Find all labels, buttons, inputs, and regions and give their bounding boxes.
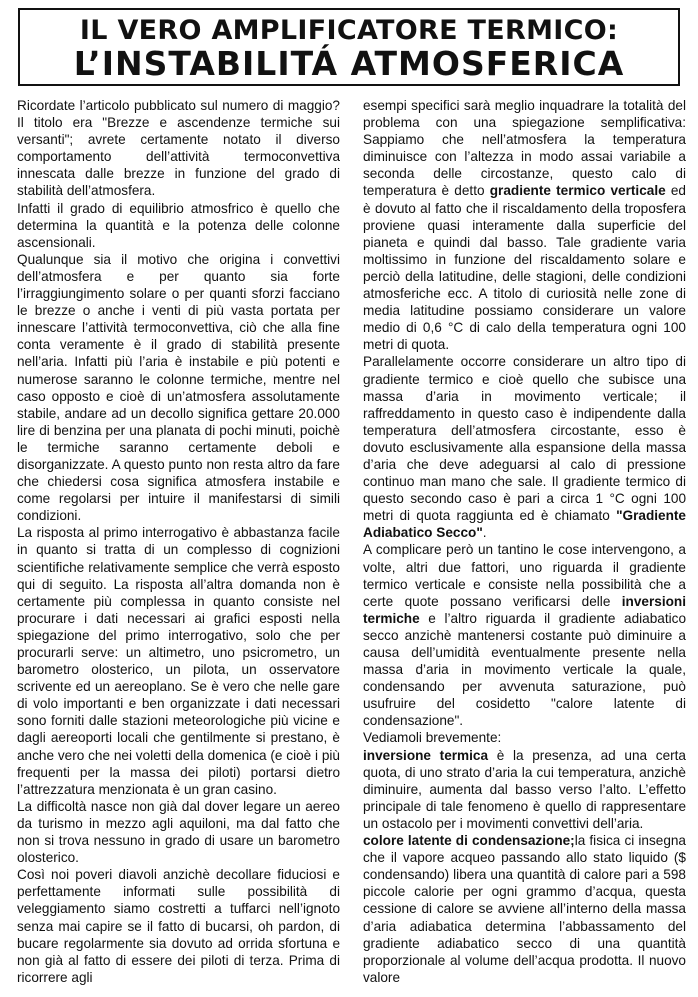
paragraph bbox=[363, 353, 686, 541]
text-run: . bbox=[482, 525, 487, 541]
text-run: A complicare però un tantino le cose intervengono, a volte, altri due fattori, uno riguarda il gradiente termico verticale e consiste nella possibilità che a certe quote possano verificarsi delle bbox=[363, 542, 686, 609]
left-text-column bbox=[17, 97, 340, 992]
bold-term: gradiente termico verticale bbox=[489, 183, 666, 199]
text-run: Parallelamente occorre considerare un altro tipo di gradiente termico e cioè quello che subisce una massa d’aria in movimento verticale; il raffreddamento in questo caso è indipendente dalla temperatura dell’atmosfera circostante, esso è dovuto esclusivamente alla espansione della massa d’aria che deve adeguarsi al calo di pressione continuo man mano che sale. Il gradiente termico di questo secondo caso è pari a circa 1 °C ogni 100 metri di quota raggiunta ed è chiamato bbox=[363, 354, 686, 524]
text-run: e l’altro riguarda il gradiente adiabatico secco anzichè mantenersi costante può diminuire a causa dell’umidità eventualmente presente nella massa d’aria in movimento verticale la quale, condensando per avvenuta saturazione, può usufruire del cosidetto "calore latente di condensazione". bbox=[363, 610, 686, 729]
bold-term: inversione termica bbox=[363, 747, 489, 763]
right-text-column bbox=[363, 97, 686, 992]
paragraph bbox=[363, 832, 686, 986]
paragraph: La difficoltà nasce non già dal dover legare un aereo da turismo in mezzo agli aquiloni, ma dal fatto che non si trova nessuno in grado di usare un barometro olosterico. bbox=[17, 798, 340, 866]
paragraph: Così noi poveri diavoli anzichè decollare fiduciosi e perfettamente informati sulle possibilità di veleggiamento siamo costretti a tuffarci nell’ignoto senza mai capire se il fatto di bucarsi, oh pardon, di bucare regolarmente sia dovuto ad orrida sfortuna e non già al fatto di essere dei piloti di terza. Prima di ricorrere agli bbox=[17, 867, 340, 985]
paragraph bbox=[363, 541, 686, 729]
paragraph bbox=[363, 97, 686, 353]
article-title-line-2: L’INSTABILITÁ ATMOSFERICA bbox=[73, 44, 625, 83]
text-run: ed è dovuto al fatto che il riscaldamento della troposfera proviene quasi interamente dalla superficie del pianeta e quindi dal basso. Tale gradiente varia moltissimo in funzione del riscaldamento solare e perciò della latitudine, delle stagioni, delle condizioni atmosferiche ecc. A titolo di curiosità nelle zone di media latitudine possiamo considerare un valore medio di 0,6 °C di calo della temperatura ogni 100 metri di quota. bbox=[363, 183, 686, 353]
paragraph: Qualunque sia il motivo che origina i convettivi dell’atmosfera e per quanto sia forte l’irraggiungimento solare o per quanti sforzi facciano le brezze o anche i venti di più vasta portata per innescare l’attività termoconvettiva, ciò che alla fine conta veramente è il grado di stabilità presente nell’aria. Infatti più l’aria è instabile e più potenti e numerose saranno le colonne termiche, mentre nel caso opposto e cioè di un’atmosfera assolutamente stabile, andare ad un decollo significa gettare 20.000 lire di benzina per una planata di pochi minuti, poichè le termiche saranno certamente deboli e disorganizzate. A questo punto non resta altro da fare che chiedersi cosa significa atmosfera instabile e come regolarsi per intuire il manifestarsi di simili condizioni. bbox=[17, 251, 340, 524]
bold-term: "Gradiente Adiabatico Secco" bbox=[363, 508, 686, 541]
bold-term: colore latente di condensazione; bbox=[363, 833, 575, 849]
article-title-line-1: IL VERO AMPLIFICATORE TERMICO: bbox=[79, 15, 619, 46]
text-run: la fisica ci insegna che il vapore acqueo passando allo stato liquido ($ condensando) libera una quantità di calore pari a 598 piccole calorie per ogni grammo d’acqua, questa cessione di calore se avviene all’interno della massa d’aria adiabatica determina l’abbassamento del gradiente adiabatico secco di una quantità proporzionale al volume dell’acqua prodotta. Il nuovo valore bbox=[363, 833, 686, 985]
article-title-box bbox=[18, 8, 680, 86]
paragraph bbox=[363, 747, 686, 832]
paragraph: La risposta al primo interrogativo è abbastanza facile in quanto si tratta di un complesso di cognizioni scientifiche relativamente semplice che verrà esposto qui di seguito. La risposta all’altra domanda non è certamente più complessa in quanto consiste nel procurare i dati necessari ai grafici esposti nella spiegazione del primo interrogativo, solo che per procurarli serve: un altimetro, uno psicrometro, un barometro olosterico, un pilota, un osservatore scrivente ed un aereoplano. Se è vero che nelle gare di volo importanti e ben organizzate i dati necessari sono forniti dalle stazioni meteorologiche più vicine e dagli aereoporti locali che gentilmente si prestano, è anche vero che nei voletti della domenica (e cioè i più frequenti per la massa dei piloti) portarsi dietro l’attrezzatura menzionata è un gran casino. bbox=[17, 525, 340, 797]
text-run: è la presenza, ad una certa quota, di uno strato d’aria la cui temperatura, anzichè diminuire, aumenta dal basso verso l’alto. L’effetto principale di tale fenomeno è quello di rappresentare un ostacolo per i movimenti convettivi dell’aria. bbox=[363, 747, 686, 831]
paragraph: Ricordate l’articolo pubblicato sul numero di maggio? Il titolo era "Brezze e ascendenze termiche sui versanti"; avrete certamente notato il diverso comportamento dell’attività termoconvettiva innescata dalle brezze in funzione del grado di stabilità dell’atmosfera. bbox=[17, 98, 340, 199]
paragraph: Infatti il grado di equilibrio atmosfrico è quello che determina la quantità e la potenza delle colonne ascensionali. bbox=[17, 200, 340, 250]
text-run: esempi specifici sarà meglio inquadrare la totalità del problema con una spiegazione semplificativa: Sappiamo che nell’atmosfera la temperatura diminuisce con l’altezza in modo assai variabile a seconda delle circostanze, questo calo di temperatura è detto bbox=[363, 98, 686, 199]
paragraph: Vediamoli brevemente: bbox=[363, 730, 502, 746]
bold-term: inversioni termiche bbox=[363, 593, 686, 626]
